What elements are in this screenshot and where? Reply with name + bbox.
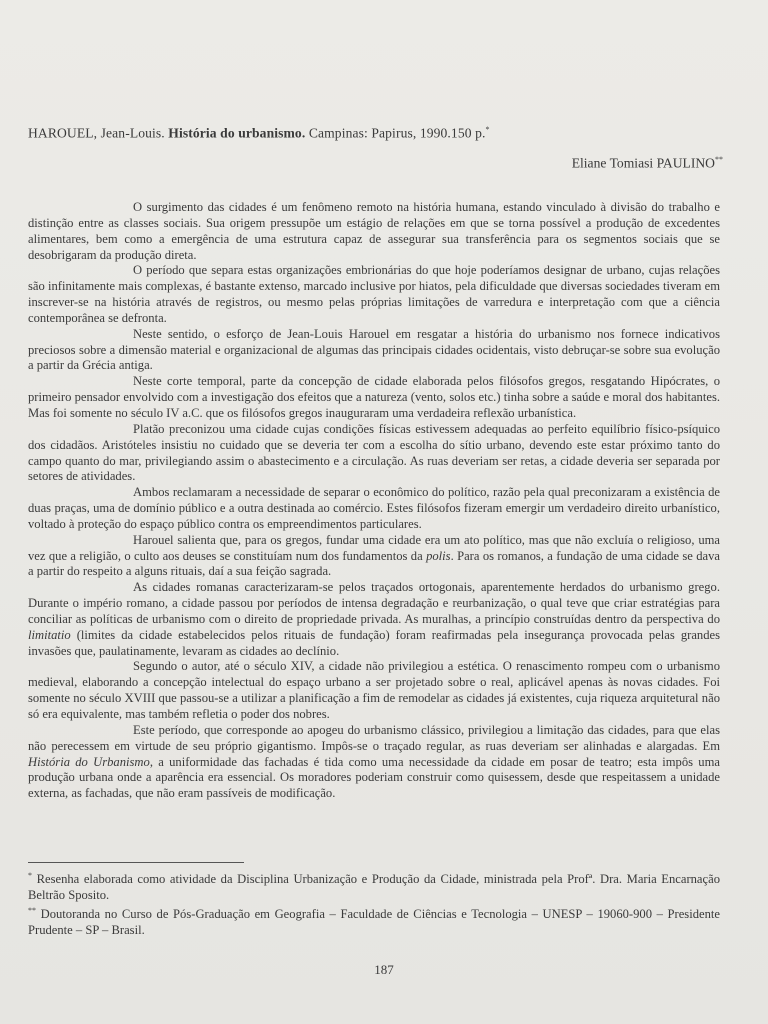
paragraph: Neste corte temporal, parte da concepção de cidade elaborada pelos filósofos gregos, resgatando Hipócrates, o primeiro pensador envolvido com a investigação dos efeitos que a natureza (vento, solos etc.) tinha sobre a saúde e moral dos habitantes. Mas foi somente no século IV a.C. que os filósofos gregos inauguraram uma verdadeira reflexão urbanística. <box>28 374 720 420</box>
page-number: 187 <box>374 962 394 977</box>
paragraph-text: , a uniformidade das fachadas é tida como uma necessidade da cidade em posar de teatro; esta impôs uma produção urbana onde a aparência era essencial. Os moradores poderiam construir como quisessem, desde que respeitassem a unidade externa, as fachadas, que não eram passíveis de modificação. <box>28 754 720 801</box>
footnote-text: Doutoranda no Curso de Pós-Graduação em Geografia – Faculdade de Ciências e Tecnologia – UNESP – 19060-900 – Presidente Prudente – SP – Brasil. <box>28 907 720 937</box>
footnote <box>28 903 720 938</box>
paragraph-text: Harouel salienta que, para os gregos, fundar uma cidade era um ato político, mas que não excluía o religioso, uma vez que a religião, o culto aos deuses se constituíam num dos fundamentos da <box>28 532 720 563</box>
paragraph: Neste sentido, o esforço de Jean-Louis Harouel em resgatar a história do urbanismo nos fornece indicativos preciosos sobre a dimensão material e organizacional de algumas das principais cidades ocidentais, visto debruçar-se sobre sua evolução a partir da Grécia antiga. <box>28 326 720 373</box>
paragraph <box>28 580 720 659</box>
review-author <box>572 155 723 172</box>
paragraph: O surgimento das cidades é um fenômeno remoto na história humana, estando vinculado à divisão do trabalho e distinção entre as classes sociais. Sua origem pressupõe um estágio de relações em que se torna possível a produção de excedentes alimentares, bem como a emergência de uma estrutura capaz de assegurar sua transferência para os segmentos sociais que se desobrigaram da produção direta. <box>28 200 720 262</box>
footnote-text: Resenha elaborada como atividade da Disciplina Urbanização e Produção da Cidade, ministrada pela Profª. Dra. Maria Encarnação Beltrão Sposito. <box>28 872 721 902</box>
paragraph <box>28 533 720 581</box>
footnote <box>28 868 720 903</box>
paragraph-text: . Para os romanos, a fundação de uma cidade se dava a partir do respeito a alguns rituais, daí a sua feição sagrada. <box>28 548 720 579</box>
paragraph: O período que separa estas organizações embrionárias do que hoje poderíamos designar de urbano, cujas relações são infinitamente mais complexas, é bastante extenso, marcado inclusive por hiatos, pela dificuldade que diversas sociedades tiveram em inscrever-se na história através de registros, ou mesmo pelas próprias limitações de varredura e interpretação com que a ciência contemporânea se defronta. <box>28 263 720 325</box>
footnotes <box>28 868 720 938</box>
paragraph-text: Este período, que corresponde ao apogeu do urbanismo clássico, privilegiou a limitação das cidades, para que elas não perecessem em virtude de seu próprio gigantismo. Impôs-se o traçado regular, as ruas deveriam ser alinhadas e alargadas. Em <box>28 722 720 753</box>
bibliographic-citation <box>28 125 628 142</box>
paragraph: Platão preconizou uma cidade cujas condições físicas estivessem adequadas ao perfeito equilíbrio físico-psíquico dos cidadãos. Aristóteles insistiu no cuidado que se deveria ter com a escolha do sítio urbano, devendo este estar próximo tanto do campo quanto do mar, privilegiando assim o abastecimento e a circulação. As ruas deveriam ser retas, a cidade deveria ser separada por setores de atividades. <box>28 421 720 484</box>
citation-title: História do urbanismo. <box>168 125 306 141</box>
review-body <box>28 200 720 802</box>
paragraph-text: (limites da cidade estabelecidos pelos rituais de fundação) foram reafirmadas pela insegurança provocada pelas grandes invasões que, paulatinamente, levaram as cidades ao declínio. <box>28 627 720 658</box>
footnote-marker: * <box>28 871 32 880</box>
footnote-marker: ** <box>28 906 36 916</box>
italic-term: limitatio <box>28 627 71 642</box>
citation-publication: Campinas: Papirus, 1990.150 p. <box>308 125 486 141</box>
citation-footnote-marker: * <box>485 125 490 134</box>
italic-term: polis <box>426 548 451 563</box>
citation-authors: HAROUEL, Jean-Louis. <box>28 125 165 141</box>
paragraph-text: As cidades romanas caracterizaram-se pelos traçados ortogonais, aparentemente herdados do urbanismo grego. Durante o império romano, a cidade passou por períodos de intensa degradação e reurbanização, o qual teve que criar estratégias para conciliar as políticas de urbanismo com o direito de propriedade privada. As muralhas, a princípio construídas dentro da perspectiva do <box>28 580 720 626</box>
author-name: Eliane Tomiasi PAULINO <box>571 155 715 171</box>
italic-term: História do Urbanismo <box>28 754 150 769</box>
paragraph: Segundo o autor, até o século XIV, a cidade não privilegiou a estética. O renascimento rompeu com o urbanismo medieval, elaborando a concepção intelectual do espaço urbano a ser projetado sobre o real, aplicável apenas às novas cidades. Foi somente no século XVIII que passou-se a utilizar a planificação a fim de remodelar as cidades já existentes, cuja riqueza arquitetural não só era equivalente, mas também refletia o poder dos nobres. <box>28 659 720 721</box>
author-footnote-marker: ** <box>715 155 723 164</box>
paragraph <box>28 723 720 802</box>
footnote-divider <box>28 862 244 863</box>
paragraph: Ambos reclamaram a necessidade de separar o econômico do político, razão pela qual preconizaram a existência de duas praças, uma de domínio público e a outra destinada ao comércio. Estes filósofos fizeram emergir um verdadeiro direito urbanístico, voltado à proteção do espaço público contra os empreendimentos particulares. <box>28 485 720 531</box>
